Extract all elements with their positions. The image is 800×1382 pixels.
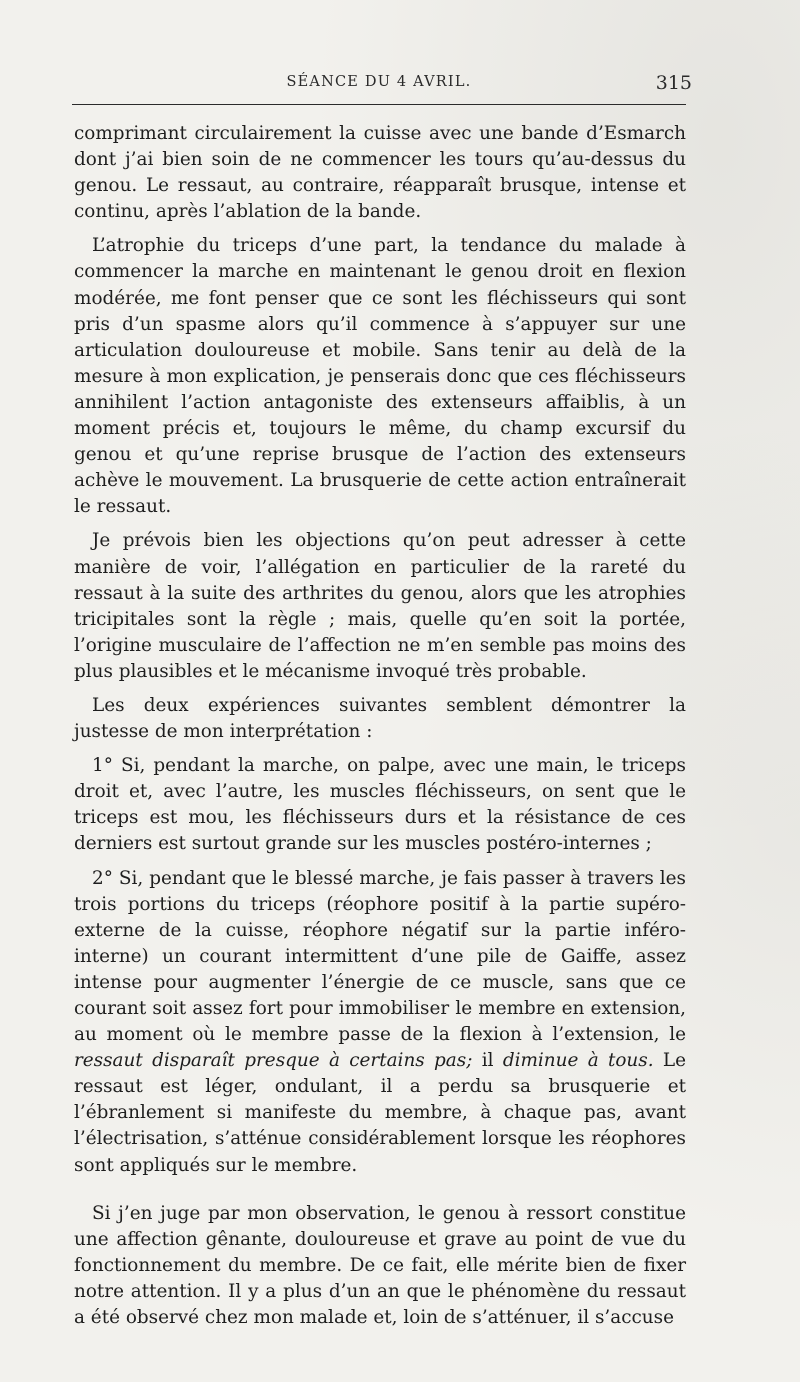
paragraph-5-experiment-1: 1° Si, pendant la marche, on palpe, avec une main, le triceps droit et, avec l’autre, les muscles fléchisseurs, on sent que le triceps est mou, les fléchisseurs durs et la résistance de ces derniers est surtout grande sur les muscles postéro-internes ;	[74, 755, 686, 855]
italic-phrase-2: diminue à tous.	[502, 1050, 654, 1072]
paragraph-6-experiment-2	[74, 866, 686, 1179]
running-head-title: SÉANCE DU 4 AVRIL.	[286, 74, 472, 90]
running-head	[72, 72, 692, 100]
paragraph-7: Si j’en juge par mon observation, le genou à ressort constitue une affection gênante, douloureuse et grave au point de vue du fonctionnement du membre. De ce fait, elle mérite bien de fixer notre attention. Il y a plus d’un an que le phénomène du ressaut a été observé chez mon malade et, loin de s’atténuer, il s’accuse	[74, 1202, 686, 1329]
paragraph-2: L’atrophie du triceps d’une part, la tendance du malade à commencer la marche en maintenant le genou droit en flexion modérée, me font penser que ce sont les fléchisseurs qui sont pris d’un spasme alors qu’il commence à s’appuyer sur une articulation douloureuse et mobile. Sans tenir au delà de la mesure à mon explication, je penserais donc que ces fléchisseurs annihilent l’action antagoniste des extenseurs affaiblis, à un moment précis et, toujours le même, du champ excursif du genou et qu’une reprise brusque de l’action des extenseurs achève le mouvement. La brusquerie de cette action entraînerait le ressaut.	[74, 235, 686, 518]
italic-phrase-1: ressaut disparaît presque à certains pas;	[74, 1050, 473, 1072]
header-rule	[72, 104, 686, 105]
body-text	[74, 121, 686, 1339]
page-number: 315	[655, 72, 692, 94]
paragraph-6-part-3: Le ressaut est léger, ondulant, il a perdu sa brusquerie et l’ébranlement si manifeste du membre, à chaque pas, avant l’électrisation, s’atténue considérablement lorsque les réophores sont appliqués sur le membre.	[74, 1050, 686, 1176]
paragraph-6-part-1: 2° Si, pendant que le blessé marche, je fais passer à travers les trois portions du triceps (réophore positif à la partie supéro-externe de la cuisse, réophore négatif sur la partie inféro-interne) un courant intermittent d’une pile de Gaiffe, assez intense pour augmenter l’énergie de ce muscle, sans que ce courant soit assez fort pour immobiliser le membre en extension, au moment où le membre passe de la flexion à l’extension, le	[74, 867, 686, 1046]
paragraph-1: comprimant circulairement la cuisse avec une bande d’Esmarch dont j’ai bien soin de ne commencer les tours qu’au-dessus du genou. Le ressaut, au contraire, réapparaît brusque, intense et continu, après l’ablation de la bande.	[74, 123, 686, 223]
paragraph-3: Je prévois bien les objections qu’on peut adresser à cette manière de voir, l’allégation en particulier de la rareté du ressaut à la suite des arthrites du genou, alors que les atrophies tricipitales sont la règle ; mais, quelle qu’en soit la portée, l’origine musculaire de l’affection ne m’en semble pas moins des plus plausibles et le mécanisme invoqué très probable.	[74, 530, 686, 682]
paragraph-4: Les deux expériences suivantes semblent démontrer la justesse de mon interprétation :	[74, 694, 686, 743]
paragraph-6-part-2: il	[472, 1050, 503, 1072]
